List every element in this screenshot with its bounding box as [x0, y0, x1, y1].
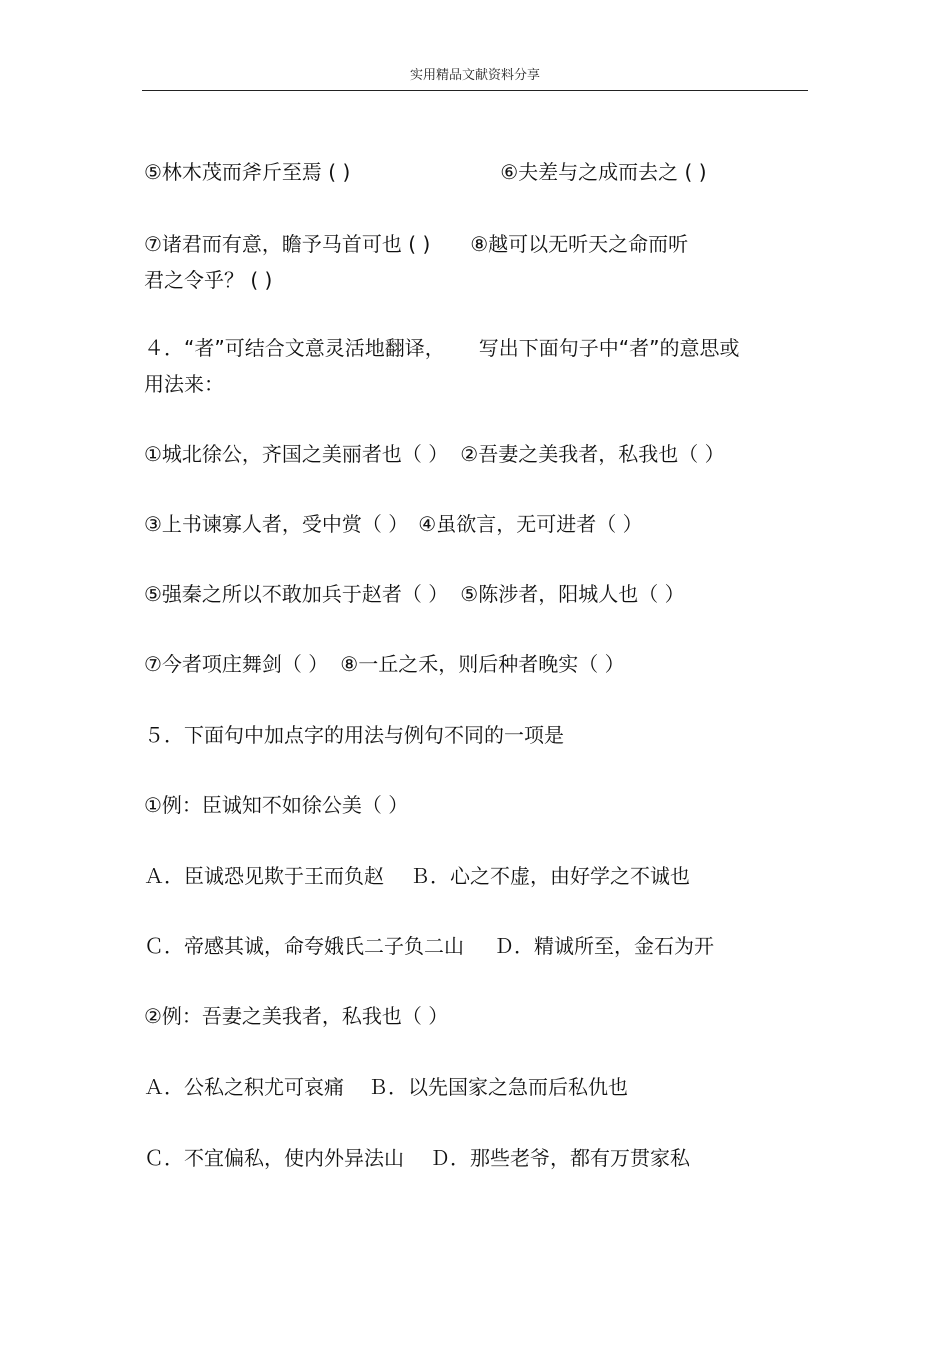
example-2-options-cd	[144, 1146, 690, 1170]
question-5: ５．下面句中加点字的用法与例句不同的一项是	[144, 723, 564, 747]
text-line-4	[144, 512, 643, 536]
item-2b: ②吾妻之美我者，私我也（ ）	[460, 442, 725, 466]
item-3b: ③上书谏寡人者，受中赏（ ）	[144, 512, 409, 536]
text-line-5	[144, 582, 685, 606]
item-6a: ⑥夫差与之成而去之 ( )	[500, 160, 707, 184]
example-1: ①例：臣诚知不如徐公美（ ）	[144, 793, 409, 817]
question-4	[144, 330, 794, 402]
option-2b: Ｂ．以先国家之急而后私仇也	[368, 1075, 628, 1099]
option-2d: Ｄ．那些老爷，都有万贯家私	[430, 1146, 690, 1170]
example-2-options-ab	[144, 1075, 628, 1099]
item-4b: ④虽欲言，无可进者（ ）	[418, 512, 643, 536]
item-7b: ⑦今者项庄舞剑（ ）	[144, 652, 329, 676]
q4-part3: 用法来：	[144, 372, 224, 396]
text-line-2	[144, 226, 794, 298]
item-5a: ⑤林木茂而斧斤至焉 ( )	[144, 160, 351, 184]
example-1-options-ab	[144, 864, 690, 888]
text-line-3	[144, 442, 725, 466]
page-header: 实用精品文献资料分享	[409, 68, 540, 83]
item-5b: ⑤强秦之所以不敢加兵于赵者（ ）	[144, 582, 449, 606]
item-6b: ⑤陈涉者，阳城人也（ ）	[460, 582, 685, 606]
item-7a: ⑦诸君而有意，瞻予马首可也 ( )	[144, 232, 431, 256]
item-8a: ⑧越可以无听天之命而听	[470, 232, 689, 256]
item-1b: ①城北徐公，齐国之美丽者也（ ）	[144, 442, 449, 466]
option-1c: Ｃ．帝感其诚，命夸娥氏二子负二山	[144, 934, 464, 958]
option-2c: Ｃ．不宜偏私，使内外异法山	[144, 1146, 404, 1170]
option-2a: Ａ．公私之积尤可哀痛	[144, 1075, 344, 1099]
option-1a: Ａ．臣诚恐见欺于王而负赵	[144, 864, 384, 888]
example-2: ②例：吾妻之美我者，私我也（ ）	[144, 1004, 449, 1028]
header-divider	[142, 90, 808, 91]
q4-part2: 写出下面句子中“者”的意思或	[478, 336, 740, 360]
q4-part1: ４．“者”可结合文意灵活地翻译，	[144, 336, 445, 360]
item-8a-cont: 君之令乎？ ( )	[144, 268, 273, 292]
option-1b: Ｂ．心之不虚，由好学之不诚也	[410, 864, 690, 888]
text-line-6	[144, 652, 625, 676]
example-1-options-cd	[144, 934, 714, 958]
option-1d: Ｄ．精诚所至，金石为开	[494, 934, 714, 958]
text-line-1	[144, 160, 707, 184]
item-8b: ⑧一丘之禾，则后种者晚实（ ）	[340, 652, 625, 676]
